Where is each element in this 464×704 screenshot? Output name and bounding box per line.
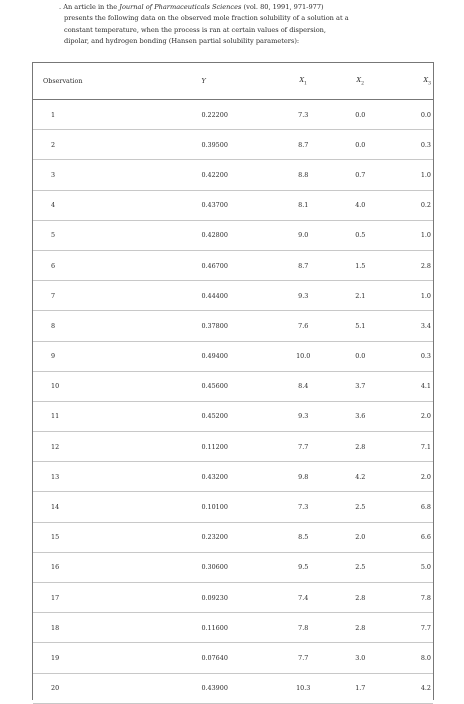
cell-x1 <box>243 552 315 582</box>
header-x1 <box>243 63 315 100</box>
cell-x2-value: 0.0 <box>355 140 366 149</box>
cell-x1 <box>243 432 315 462</box>
cell-observation: 3 <box>33 160 171 190</box>
cell-x2-value: 3.6 <box>355 412 366 421</box>
cell-observation: 19 <box>33 643 171 673</box>
cell-x1 <box>243 492 315 522</box>
table-row <box>33 160 433 190</box>
cell-y-value: 0.42200 <box>201 170 228 179</box>
cell-x1-value: 9.3 <box>298 412 309 421</box>
table-row <box>33 281 433 311</box>
cell-y-value: 0.11600 <box>201 623 228 632</box>
cell-observation: 16 <box>33 552 171 582</box>
cell-y <box>171 643 243 673</box>
cell-x2-value: 0.0 <box>355 352 366 361</box>
cell-y-value: 0.39500 <box>201 140 228 149</box>
cell-observation: 11 <box>33 401 171 431</box>
table-row <box>33 462 433 492</box>
cell-x2 <box>315 160 372 190</box>
cell-x2 <box>315 341 372 371</box>
cell-y <box>171 522 243 552</box>
cell-x3: 0.3 <box>372 130 433 160</box>
cell-x2 <box>315 613 372 643</box>
header-x3-label: X <box>423 75 429 84</box>
table-row <box>33 100 433 130</box>
intro-line-3: constant temperature, when the process is ran at certain values of dispersion, <box>64 25 327 34</box>
cell-x3: 2.0 <box>372 401 433 431</box>
cell-x1 <box>243 341 315 371</box>
cell-x1 <box>243 613 315 643</box>
cell-x3: 2.0 <box>372 462 433 492</box>
cell-x2-value: 2.0 <box>355 533 366 542</box>
header-x2-sub: 2 <box>361 81 365 87</box>
cell-x2-value: 2.8 <box>355 593 366 602</box>
cell-y <box>171 341 243 371</box>
cell-x1-value: 8.7 <box>298 140 309 149</box>
cell-x1-value: 9.0 <box>298 231 309 240</box>
cell-x1 <box>243 220 315 250</box>
cell-x2 <box>315 371 372 401</box>
intro-citation: (vol. 80, 1991, 971-977) <box>241 3 324 11</box>
header-observation: Observation <box>33 63 171 100</box>
cell-x1 <box>243 371 315 401</box>
cell-x1-value: 8.4 <box>298 382 309 391</box>
cell-y-value: 0.10100 <box>201 503 228 512</box>
cell-x2-value: 2.5 <box>355 503 366 512</box>
cell-x2-value: 5.1 <box>355 321 366 330</box>
cell-x1-value: 7.7 <box>298 653 309 662</box>
cell-observation: 13 <box>33 462 171 492</box>
cell-x1 <box>243 522 315 552</box>
cell-y <box>171 673 243 703</box>
cell-x3: 0.2 <box>372 190 433 220</box>
cell-x3: 0.3 <box>372 341 433 371</box>
cell-x2 <box>315 311 372 341</box>
cell-x2-value: 2.8 <box>355 623 366 632</box>
cell-x2-value: 2.5 <box>355 563 366 572</box>
cell-x2 <box>315 432 372 462</box>
header-y-label: Y <box>201 77 206 85</box>
cell-x1-value: 7.8 <box>298 623 309 632</box>
cell-y <box>171 190 243 220</box>
header-x1-sub: 1 <box>304 81 307 87</box>
cell-y-value: 0.07640 <box>201 653 228 662</box>
cell-observation: 4 <box>33 190 171 220</box>
cell-x2-value: 2.8 <box>355 442 366 451</box>
cell-observation: 15 <box>33 522 171 552</box>
solubility-data-table <box>33 63 433 704</box>
cell-x2-value: 1.7 <box>355 684 366 693</box>
cell-x1 <box>243 583 315 613</box>
intro-prefix: . An article in the <box>59 3 120 11</box>
cell-y-value: 0.49400 <box>201 352 228 361</box>
cell-x2 <box>315 643 372 673</box>
cell-x2-value: 0.5 <box>355 231 366 240</box>
cell-x3: 6.8 <box>372 492 433 522</box>
cell-y <box>171 100 243 130</box>
cell-y <box>171 250 243 280</box>
cell-x2-value: 3.7 <box>355 382 366 391</box>
cell-x1-value: 7.6 <box>298 321 309 330</box>
cell-x1-value: 7.4 <box>298 593 309 602</box>
cell-observation: 2 <box>33 130 171 160</box>
cell-observation: 1 <box>33 100 171 130</box>
cell-x3: 0.0 <box>372 100 433 130</box>
cell-x1 <box>243 250 315 280</box>
table-row <box>33 190 433 220</box>
cell-x1-value: 9.3 <box>298 291 309 300</box>
table-body <box>33 100 433 704</box>
header-x3-sub: 3 <box>428 81 431 87</box>
cell-observation: 6 <box>33 250 171 280</box>
table-header-row <box>33 63 433 100</box>
cell-x2 <box>315 100 372 130</box>
cell-x2 <box>315 220 372 250</box>
cell-x1-value: 8.7 <box>298 261 309 270</box>
cell-x3: 3.4 <box>372 311 433 341</box>
cell-x2 <box>315 492 372 522</box>
table-row <box>33 643 433 673</box>
cell-x1-value: 7.7 <box>298 442 309 451</box>
cell-x1 <box>243 190 315 220</box>
cell-x3: 7.8 <box>372 583 433 613</box>
table-row <box>33 311 433 341</box>
table-row <box>33 673 433 703</box>
table-row <box>33 552 433 582</box>
cell-observation: 10 <box>33 371 171 401</box>
cell-y <box>171 130 243 160</box>
cell-y <box>171 371 243 401</box>
table-row <box>33 341 433 371</box>
header-x2-label: X <box>356 75 362 84</box>
cell-x1 <box>243 673 315 703</box>
cell-y-value: 0.22200 <box>201 110 228 119</box>
cell-x1-value: 10.0 <box>296 352 311 361</box>
cell-x1-value: 10.3 <box>296 684 311 693</box>
cell-y-value: 0.46700 <box>201 261 228 270</box>
intro-line-1 <box>59 2 444 13</box>
cell-x2-value: 0.7 <box>355 170 366 179</box>
cell-y <box>171 583 243 613</box>
table-row <box>33 220 433 250</box>
cell-x1 <box>243 311 315 341</box>
cell-x2-value: 3.0 <box>355 653 366 662</box>
cell-x3: 4.1 <box>372 371 433 401</box>
table-row <box>33 401 433 431</box>
cell-x1 <box>243 643 315 673</box>
cell-x1 <box>243 401 315 431</box>
cell-y <box>171 160 243 190</box>
table-row <box>33 613 433 643</box>
cell-y-value: 0.23200 <box>201 533 228 542</box>
cell-observation: 12 <box>33 432 171 462</box>
cell-x3: 7.1 <box>372 432 433 462</box>
cell-x1-value: 9.8 <box>298 472 309 481</box>
cell-x2 <box>315 552 372 582</box>
cell-x2-value: 0.0 <box>355 110 366 119</box>
cell-y-value: 0.45200 <box>201 412 228 421</box>
problem-intro <box>59 2 444 48</box>
cell-observation: 14 <box>33 492 171 522</box>
cell-x2-value: 1.5 <box>355 261 366 270</box>
cell-y <box>171 552 243 582</box>
table-row <box>33 371 433 401</box>
cell-y-value: 0.30600 <box>201 563 228 572</box>
header-x3 <box>372 63 433 100</box>
cell-observation: 20 <box>33 673 171 703</box>
table-row <box>33 522 433 552</box>
cell-x3: 1.0 <box>372 160 433 190</box>
cell-x1-value: 7.3 <box>298 110 309 119</box>
cell-x2 <box>315 190 372 220</box>
cell-x2-value: 4.2 <box>355 472 366 481</box>
cell-x2 <box>315 250 372 280</box>
data-table-frame <box>32 62 434 700</box>
cell-y <box>171 492 243 522</box>
table-row <box>33 583 433 613</box>
intro-line-2: presents the following data on the observed mole fraction solubility of a solution at a <box>64 14 349 23</box>
cell-x1-value: 8.8 <box>298 170 309 179</box>
table-row <box>33 250 433 280</box>
cell-x2 <box>315 130 372 160</box>
cell-y <box>171 432 243 462</box>
cell-observation: 8 <box>33 311 171 341</box>
cell-y <box>171 281 243 311</box>
intro-line-4: dipolar, and hydrogen bonding (Hansen partial solubility parameters): <box>64 37 300 46</box>
cell-x2 <box>315 462 372 492</box>
cell-x3: 1.0 <box>372 281 433 311</box>
cell-x1-value: 9.5 <box>298 563 309 572</box>
cell-y-value: 0.44400 <box>201 291 228 300</box>
cell-observation: 9 <box>33 341 171 371</box>
header-x1-label: X <box>299 75 305 84</box>
cell-x2 <box>315 401 372 431</box>
cell-x3: 4.2 <box>372 673 433 703</box>
cell-y-value: 0.43900 <box>201 684 228 693</box>
cell-x2-value: 2.1 <box>355 291 366 300</box>
cell-x1 <box>243 462 315 492</box>
cell-y <box>171 462 243 492</box>
cell-y-value: 0.45600 <box>201 382 228 391</box>
cell-y-value: 0.09230 <box>201 593 228 602</box>
cell-x3: 5.0 <box>372 552 433 582</box>
cell-x2 <box>315 583 372 613</box>
cell-x2 <box>315 281 372 311</box>
header-y <box>171 63 243 100</box>
cell-x1-value: 8.1 <box>298 201 309 210</box>
cell-observation: 17 <box>33 583 171 613</box>
cell-x1 <box>243 100 315 130</box>
cell-x1-value: 8.5 <box>298 533 309 542</box>
cell-y-value: 0.43200 <box>201 472 228 481</box>
cell-y <box>171 613 243 643</box>
cell-observation: 5 <box>33 220 171 250</box>
table-row <box>33 492 433 522</box>
cell-y-value: 0.37800 <box>201 321 228 330</box>
cell-x3: 2.8 <box>372 250 433 280</box>
cell-x2 <box>315 522 372 552</box>
cell-y <box>171 311 243 341</box>
cell-observation: 7 <box>33 281 171 311</box>
cell-x1 <box>243 160 315 190</box>
cell-y-value: 0.11200 <box>201 442 228 451</box>
cell-x1-value: 7.3 <box>298 503 309 512</box>
table-row <box>33 432 433 462</box>
cell-x3: 1.0 <box>372 220 433 250</box>
cell-x2-value: 4.0 <box>355 201 366 210</box>
cell-y <box>171 401 243 431</box>
cell-x2 <box>315 673 372 703</box>
cell-observation: 18 <box>33 613 171 643</box>
cell-x3: 8.0 <box>372 643 433 673</box>
cell-x1 <box>243 281 315 311</box>
cell-y-value: 0.42800 <box>201 231 228 240</box>
table-row <box>33 130 433 160</box>
cell-y <box>171 220 243 250</box>
header-x2 <box>315 63 372 100</box>
cell-x1 <box>243 130 315 160</box>
journal-title: Journal of Pharmaceuticals Sciences <box>119 3 242 11</box>
cell-x3: 6.6 <box>372 522 433 552</box>
cell-y-value: 0.43700 <box>201 201 228 210</box>
cell-x3: 7.7 <box>372 613 433 643</box>
